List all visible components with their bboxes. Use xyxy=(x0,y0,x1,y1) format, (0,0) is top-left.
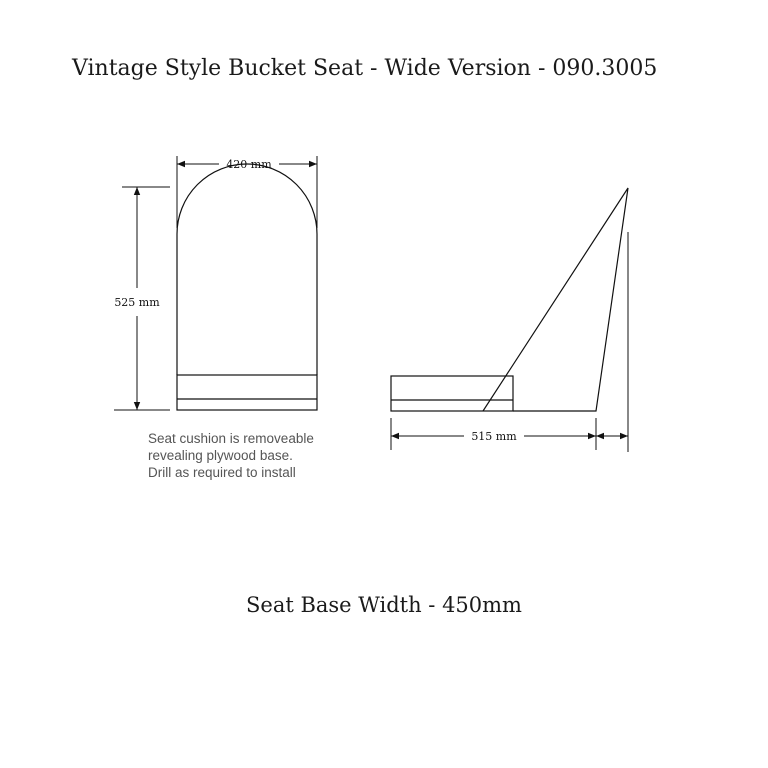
note-line: revealing plywood base. xyxy=(148,448,293,463)
seat-back-outline xyxy=(177,164,317,375)
diagram-title: Vintage Style Bucket Seat - Wide Version - 090.3005 xyxy=(72,56,658,81)
seat-back-side xyxy=(483,188,628,411)
side-view xyxy=(391,188,628,411)
seat-base-width: Seat Base Width - 450mm xyxy=(246,593,522,617)
note-line: Seat cushion is removeable xyxy=(148,431,314,446)
note-line: Drill as required to install xyxy=(148,465,296,480)
front-view xyxy=(177,164,317,410)
cushion-note xyxy=(148,430,314,481)
width-label: 420 mm xyxy=(226,158,272,171)
seat-cushion-front xyxy=(177,375,317,410)
depth-label: 515 mm xyxy=(471,430,517,443)
depth-dimension xyxy=(391,232,628,452)
height-label: 525 mm xyxy=(114,296,160,309)
